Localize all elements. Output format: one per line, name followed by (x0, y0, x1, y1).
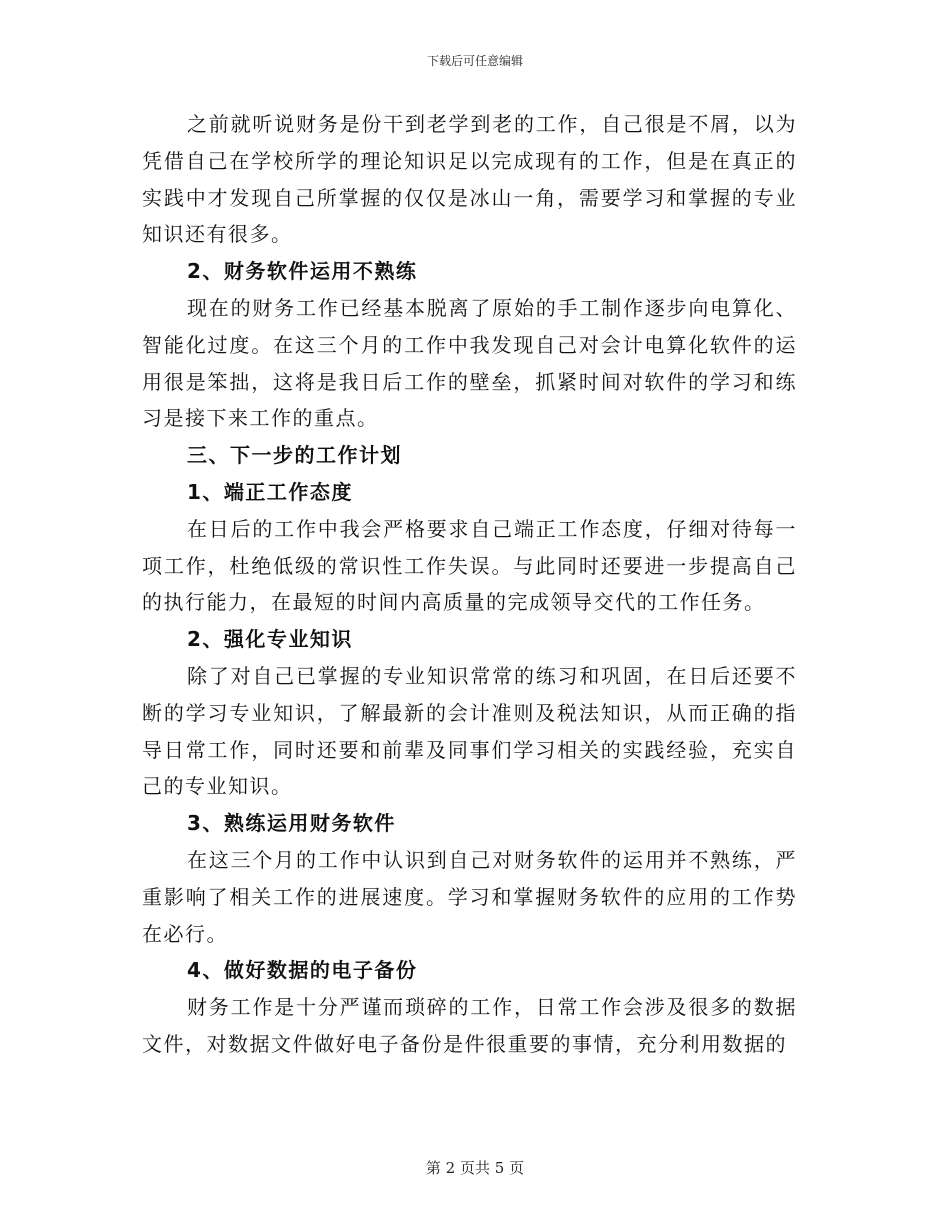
section-heading: 1、端正工作态度 (187, 479, 353, 504)
paragraph: 现在的财务工作已经基本脱离了原始的手工制作逐步向电算化、智能化过度。在这三个月的工作中我发现自己对会计电算化软件的运用很是笨拙，这将是我日后工作的壁垒，抓紧时间对软件的学习和练习是接下来工作的重点。 (142, 295, 797, 431)
section-heading: 4、做好数据的电子备份 (187, 958, 418, 983)
paragraph: 除了对自己已掌握的专业知识常常的练习和巩固，在日后还要不断的学习专业知识，了解最新的会计准则及税法知识，从而正确的指导日常工作，同时还要和前辈及同事们学习相关的实践经验，充实自己的专业知识。 (142, 663, 797, 799)
section-heading: 2、财务软件运用不熟练 (187, 259, 418, 284)
page-header: 下载后可任意编辑 (426, 54, 523, 68)
paragraph: 财务工作是十分严谨而琐碎的工作，日常工作会涉及很多的数据文件，对数据文件做好电子备份是件很重要的事情，充分利用数据的 (142, 995, 797, 1056)
section-heading: 3、熟练运用财务软件 (187, 811, 396, 836)
section-heading: 2、强化专业知识 (187, 627, 353, 652)
section-heading: 三、下一步的工作计划 (187, 443, 402, 468)
document-body (142, 106, 797, 1063)
page-footer: 第 2 页共 5 页 (425, 1159, 525, 1177)
paragraph: 之前就听说财务是份干到老学到老的工作，自己很是不屑，以为凭借自己在学校所学的理论知识足以完成现有的工作，但是在真正的实践中才发现自己所掌握的仅仅是冰山一角，需要学习和掌握的专业知识还有很多。 (142, 112, 797, 247)
paragraph: 在日后的工作中我会严格要求自己端正工作态度，仔细对待每一项工作，杜绝低级的常识性工作失误。与此同时还要进一步提高自己的执行能力，在最短的时间内高质量的完成领导交代的工作任务。 (142, 516, 797, 615)
paragraph: 在这三个月的工作中认识到自己对财务软件的运用并不熟练，严重影响了相关工作的进展速度。学习和掌握财务软件的应用的工作势在必行。 (142, 847, 797, 946)
